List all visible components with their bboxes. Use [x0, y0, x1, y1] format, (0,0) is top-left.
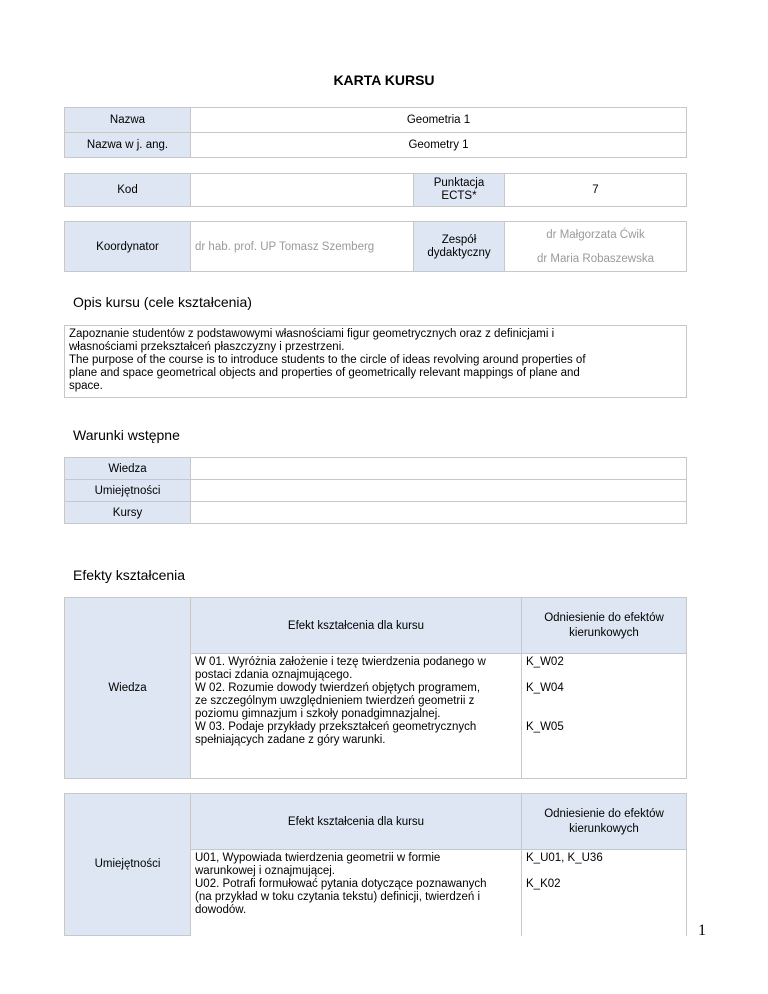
- team-label: Zespół dydaktyczny: [414, 222, 505, 272]
- course-code-table: [64, 173, 687, 207]
- description-box: [64, 325, 687, 398]
- skills-label: Umiejętności: [65, 794, 191, 936]
- prereq-value-skills: [191, 480, 687, 502]
- ref-item: K_U01, K_U36: [526, 852, 603, 864]
- name-en-value: Geometry 1: [191, 133, 687, 158]
- effect-line: poziomu gimnazjum i szkoły ponadgimnazjalnej.: [195, 708, 441, 720]
- team-member: dr Maria Robaszewska: [537, 252, 654, 265]
- effect-line: dowodów.: [195, 904, 247, 916]
- effect-line: spełniających zadane z góry warunki.: [195, 734, 386, 746]
- coordinator-label: Koordynator: [65, 222, 191, 272]
- description-line: space.: [69, 380, 103, 392]
- coordinator-value: dr hab. prof. UP Tomasz Szemberg: [191, 222, 414, 272]
- prerequisites-heading: Warunki wstępne: [73, 427, 180, 443]
- effect-line: (na przykład w toku czytania tekstu) definicji, twierdzeń i: [195, 891, 481, 903]
- code-value: [191, 174, 414, 207]
- page-title: KARTA KURSU: [333, 72, 435, 88]
- course-name-table: [64, 107, 687, 158]
- prerequisites-table: [64, 457, 687, 524]
- team-members: [505, 222, 687, 272]
- skills-refs: [522, 850, 687, 936]
- description-line: The purpose of the course is to introduce students to the circle of ideas revolving around properties of: [69, 354, 586, 366]
- effect-line: W 01. Wyróżnia założenie i tezę twierdzenia podanego w: [195, 656, 486, 668]
- knowledge-outcomes-table: [64, 597, 687, 779]
- prereq-label-knowledge: Wiedza: [65, 458, 191, 480]
- effect-line: U01, Wypowiada twierdzenia geometrii w formie: [195, 852, 441, 864]
- prereq-value-knowledge: [191, 458, 687, 480]
- knowledge-effects: [191, 654, 522, 779]
- prereq-label-courses: Kursy: [65, 502, 191, 524]
- code-label: Kod: [65, 174, 191, 207]
- team-member: dr Małgorzata Ćwik: [546, 228, 645, 241]
- ref-item: K_W02: [526, 656, 564, 668]
- name-label: Nazwa: [65, 108, 191, 133]
- coordinator-table: [64, 221, 687, 272]
- effect-line: U02. Potrafi formułować pytania dotyczące poznawanych: [195, 878, 487, 890]
- description-line: plane and space geometrical objects and properties of geometrically relevant mappings of plane and: [69, 367, 580, 379]
- name-en-label: Nazwa w j. ang.: [65, 133, 191, 158]
- knowledge-refs: [522, 654, 687, 779]
- ects-label: Punktacja ECTS*: [414, 174, 505, 207]
- outcomes-heading: Efekty kształcenia: [73, 567, 186, 583]
- prereq-label-skills: Umiejętności: [65, 480, 191, 502]
- ref-item: K_W04: [526, 682, 564, 694]
- skills-effects: [191, 850, 522, 936]
- description-heading: Opis kursu (cele kształcenia): [73, 294, 252, 310]
- effect-line: ze szczególnym uwzględnieniem twierdzeń geometrii z: [195, 695, 475, 707]
- knowledge-ref-header: Odniesienie do efektów kierunkowych: [522, 598, 687, 654]
- knowledge-label: Wiedza: [65, 598, 191, 779]
- prereq-value-courses: [191, 502, 687, 524]
- effect-line: W 03. Podaje przykłady przekształceń geometrycznych: [195, 721, 477, 733]
- skills-outcomes-table: [64, 793, 687, 936]
- effect-line: warunkowej i oznajmującej.: [195, 865, 335, 877]
- knowledge-effect-header: Efekt kształcenia dla kursu: [191, 598, 522, 654]
- skills-ref-header: Odniesienie do efektów kierunkowych: [522, 794, 687, 850]
- page-number: 1: [698, 922, 706, 939]
- ects-value: 7: [505, 174, 687, 207]
- effect-line: postaci zdania oznajmującego.: [195, 669, 353, 681]
- name-value: Geometria 1: [191, 108, 687, 133]
- description-line: Zapoznanie studentów z podstawowymi własnościami figur geometrycznych oraz z definicjami i: [69, 328, 555, 340]
- skills-effect-header: Efekt kształcenia dla kursu: [191, 794, 522, 850]
- ref-item: K_K02: [526, 878, 561, 890]
- description-line: własnościami przekształceń płaszczyzny i przestrzeni.: [69, 341, 345, 353]
- effect-line: W 02. Rozumie dowody twierdzeń objętych programem,: [195, 682, 481, 694]
- ref-item: K_W05: [526, 721, 564, 733]
